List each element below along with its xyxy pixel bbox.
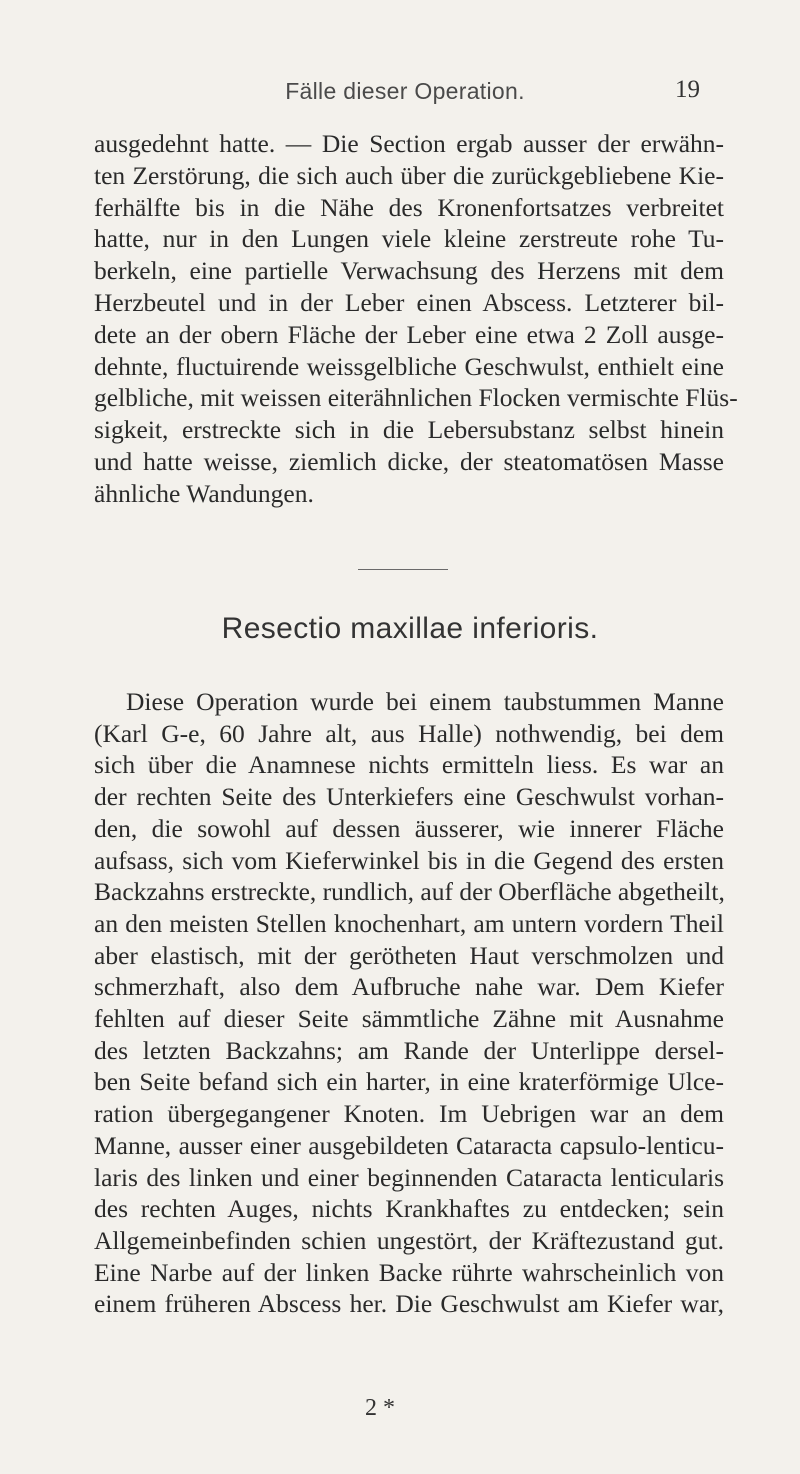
text-line: sich über die Anamnese nichts ermitteln liess. Es war an bbox=[94, 750, 724, 780]
signature-mark: 2 * bbox=[365, 1395, 395, 1421]
text-line: berkeln, eine partielle Verwachsung des Herzens mit dem bbox=[94, 256, 724, 286]
text-line: schmerzhaft, also dem Aufbruche nahe war. Dem Kiefer bbox=[94, 972, 724, 1002]
text-line: einem früheren Abscess her. Die Geschwulst am Kiefer war, bbox=[94, 1289, 724, 1319]
text-line: aufsass, sich vom Kieferwinkel bis in die Gegend des ersten bbox=[94, 845, 724, 875]
text-line: Herzbeutel und in der Leber einen Abscess. Letzterer bil- bbox=[94, 287, 724, 317]
text-line: des letzten Backzahns; am Rande der Unterlippe dersel- bbox=[94, 1035, 724, 1065]
text-line: ähnliche Wandungen. bbox=[94, 478, 314, 508]
paragraph-case-report bbox=[94, 686, 724, 1320]
text-line: sigkeit, erstreckte sich in die Lebersubstanz selbst hinein bbox=[94, 415, 724, 445]
text-line: ferhälfte bis in die Nähe des Kronenfortsatzes verbreitet bbox=[94, 192, 724, 222]
text-line: und hatte weisse, ziemlich dicke, der steatomatösen Masse bbox=[94, 446, 724, 476]
text-line: Backzahns erstreckte, rundlich, auf der Oberfläche abgetheilt, bbox=[94, 877, 725, 907]
section-title: Resectio maxillae inferioris. bbox=[221, 612, 599, 645]
text-line: der rechten Seite des Unterkiefers eine Geschwulst vorhan- bbox=[94, 782, 724, 812]
text-line: hatte, nur in den Lungen viele kleine zerstreute rohe Tu- bbox=[94, 224, 724, 254]
text-line: ration übergegangener Knoten. Im Uebrigen war an dem bbox=[94, 1099, 724, 1129]
text-line: aber elastisch, mit der gerötheten Haut verschmolzen und bbox=[94, 940, 724, 970]
text-line: Diese Operation wurde bei einem taubstummen Manne bbox=[126, 687, 724, 716]
text-line: dehnte, fluctuirende weissgelbliche Geschwulst, enthielt eine bbox=[94, 351, 724, 381]
text-line: ben Seite befand sich ein harter, in eine kraterförmige Ulce- bbox=[94, 1067, 724, 1097]
text-line: ausgedehnt hatte. — Die Section ergab ausser der erwähn- bbox=[94, 129, 724, 158]
text-line: des rechten Auges, nichts Krankhaftes zu entdecken; sein bbox=[94, 1194, 724, 1224]
text-line: Allgemeinbefinden schien ungestört, der Kräftezustand gut. bbox=[94, 1225, 724, 1255]
section-divider bbox=[358, 569, 448, 570]
text-line: fehlten auf dieser Seite sämmtliche Zähne mit Ausnahme bbox=[94, 1004, 724, 1034]
text-line: laris des linken und einer beginnenden Cataracta lenticularis bbox=[94, 1162, 724, 1192]
text-line: (Karl G-e, 60 Jahre alt, aus Halle) nothwendig, bei dem bbox=[94, 718, 724, 748]
text-line: Manne, ausser einer ausgebildeten Cataracta capsulo-lenticu- bbox=[94, 1130, 724, 1160]
text-line: dete an der obern Fläche der Leber eine etwa 2 Zoll ausge- bbox=[94, 319, 724, 349]
text-line: ten Zerstörung, die sich auch über die zurückgebliebene Kie- bbox=[94, 160, 724, 190]
text-line: gelbliche, mit weissen eiterähnlichen Flocken vermischte Flüs- bbox=[94, 383, 738, 413]
page-number: 19 bbox=[675, 76, 700, 103]
running-header: Fälle dieser Operation. bbox=[285, 78, 525, 104]
text-line: an den meisten Stellen knochenhart, am untern vordern Theil bbox=[94, 908, 724, 938]
text-line: den, die sowohl auf dessen äusserer, wie innerer Fläche bbox=[94, 813, 724, 843]
text-line: Eine Narbe auf der linken Backe rührte wahrscheinlich von bbox=[94, 1257, 724, 1287]
paragraph-autopsy bbox=[94, 128, 738, 510]
